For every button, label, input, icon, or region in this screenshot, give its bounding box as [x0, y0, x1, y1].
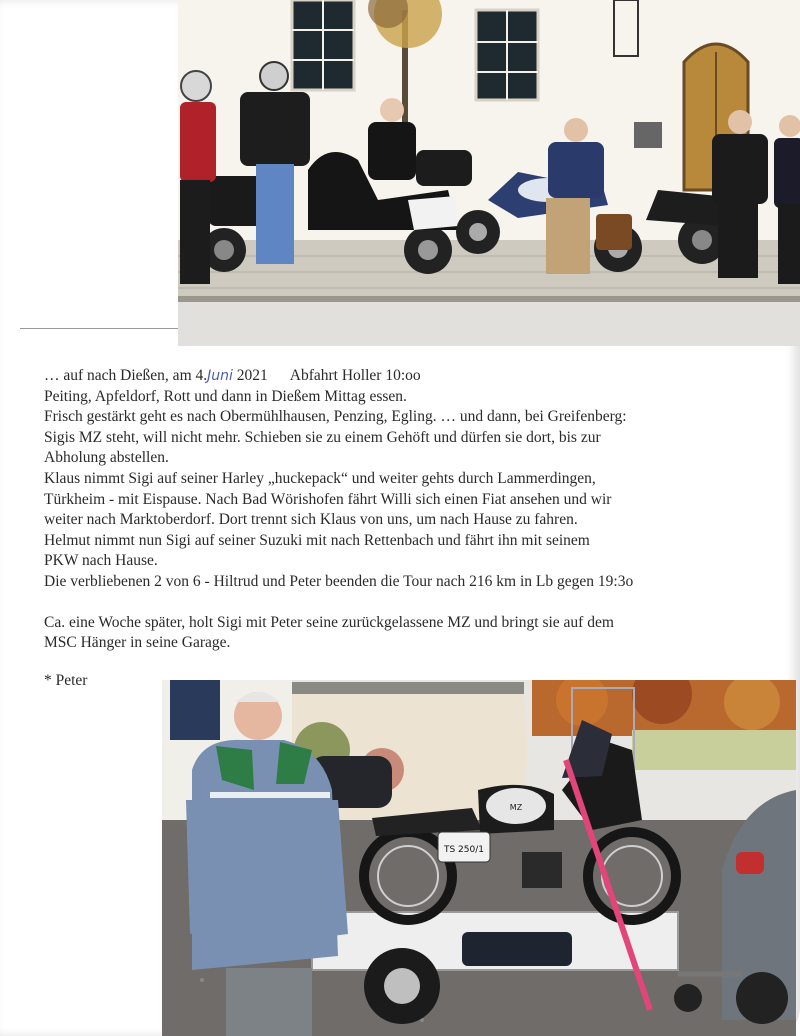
- intro-text: … auf nach Dießen, am 4.: [44, 367, 208, 384]
- trip-line: Klaus nimmt Sigi auf seiner Harley „huckepack“ und weiter gehts durch Lammerdingen,: [44, 469, 596, 487]
- trip-line: Sigis MZ steht, will nicht mehr. Schieben sie zu einem Gehöft und dürfen sie dort, bis zur: [44, 428, 601, 446]
- license-plate: TS 250/1: [443, 845, 485, 855]
- photo-group-motorcycles: [178, 0, 800, 346]
- trip-line: Die verbliebenen 2 von 6 - Hiltrud und Peter beenden die Tour nach 216 km in Lb gegen 19:3o: [44, 572, 634, 590]
- group-photo-illustration: [178, 0, 800, 346]
- photo-mz-on-trailer: [162, 680, 796, 1036]
- intro-year: 2021: [236, 367, 268, 384]
- trip-line: Türkheim - mit Eispause. Nach Bad Wörishofen fährt Willi sich einen Fiat ansehen und wir: [44, 490, 612, 508]
- tank-badge: MZ: [509, 803, 523, 812]
- trip-line-intro: [44, 366, 744, 387]
- handwritten-month: Juni: [207, 368, 233, 384]
- author-signature: * Peter: [44, 672, 88, 689]
- divider-line: [20, 328, 180, 329]
- trip-report-text: [44, 366, 744, 654]
- trip-line: Helmut nimmt nun Sigi auf seiner Suzuki mit nach Rettenbach und fährt ihn mit seinem: [44, 531, 590, 549]
- trip-line: Peiting, Apfeldorf, Rott und dann in Dießem Mittag essen.: [44, 387, 407, 405]
- departure-info: Abfahrt Holler 10:oo: [289, 367, 421, 384]
- followup-line: Ca. eine Woche später, holt Sigi mit Peter seine zurückgelassene MZ und bringt sie auf dem: [44, 613, 614, 631]
- trip-line: Frisch gestärkt geht es nach Obermühlhausen, Penzing, Egling. … und dann, bei Greifenberg:: [44, 408, 627, 426]
- trip-line: weiter nach Marktoberdorf. Dort trennt sich Klaus von uns, um nach Hause zu fahren.: [44, 511, 578, 529]
- followup-line: MSC Hänger in seine Garage.: [44, 634, 231, 652]
- trailer-photo-illustration: [162, 680, 796, 1036]
- trip-line: PKW nach Hause.: [44, 552, 158, 570]
- trip-line: Abholung abstellen.: [44, 449, 169, 467]
